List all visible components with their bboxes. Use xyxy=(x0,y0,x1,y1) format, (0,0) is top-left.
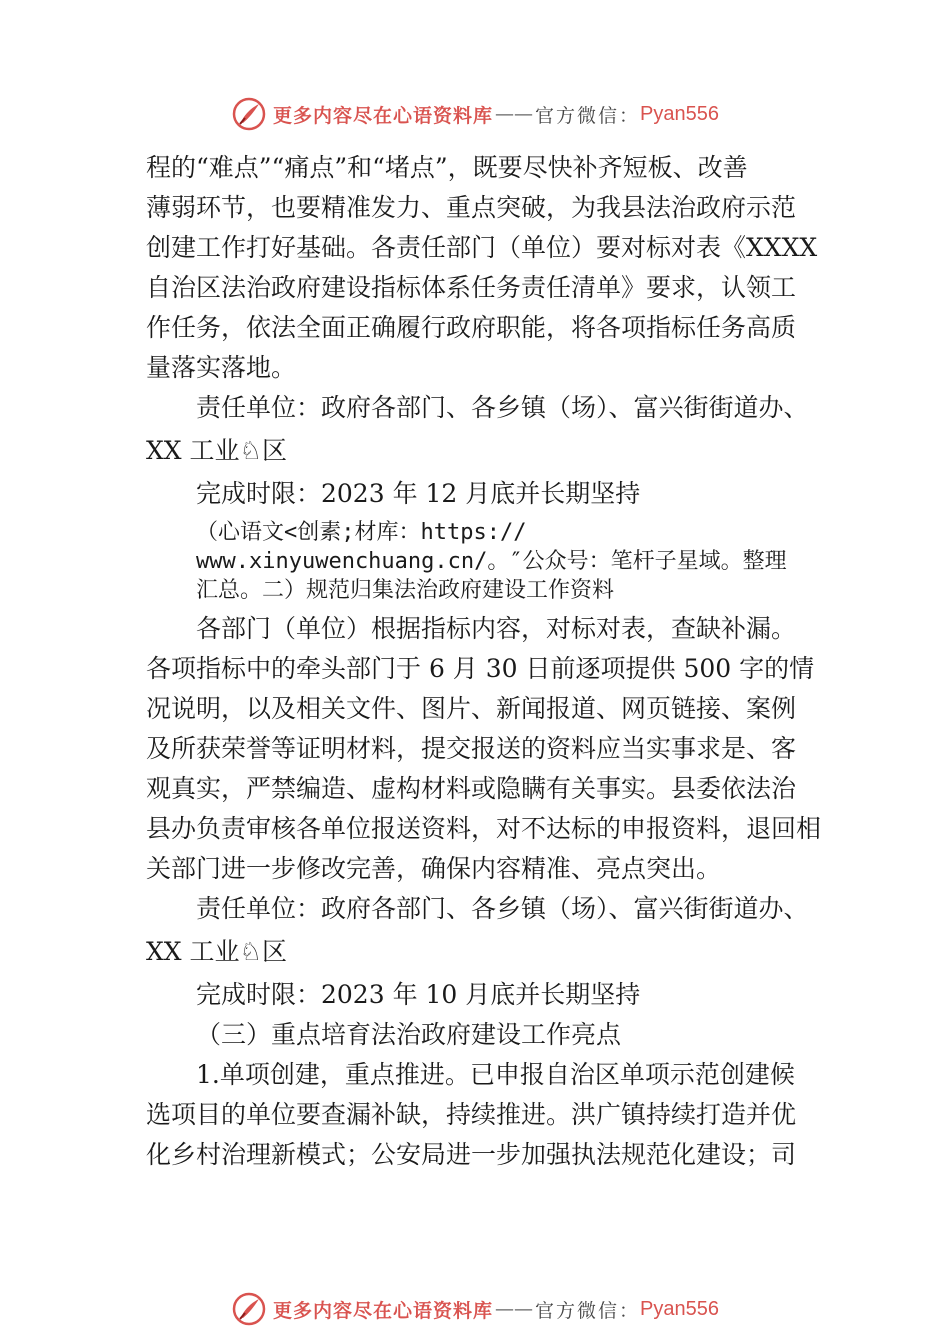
text-line: 量落实落地。 xyxy=(146,353,297,382)
source-line: （心语文<创素;材库：https:// xyxy=(196,520,527,545)
deadline-line: 完成时限：2023 年 10 月底并长期坚持 xyxy=(196,980,641,1009)
quill-logo-icon xyxy=(231,1291,267,1327)
text-line: 自治区法治政府建设指标体系任务责任清单》要求，认领工 xyxy=(146,273,797,302)
responsibility-line: XX 工业♘区 xyxy=(146,436,287,465)
footer-banner xyxy=(0,1289,950,1329)
text-line: 况说明，以及相关文件、图片、新闻报道、网页链接、案例 xyxy=(146,694,797,723)
text-line: 关部门进一步修改完善，确保内容精准、亮点突出。 xyxy=(146,854,722,883)
responsibility-line: 责任单位：政府各部门、各乡镇（场）、富兴街街道办、 xyxy=(196,894,809,923)
text-line: 创建工作打好基础。各责任部门（单位）要对标对表《XXXX xyxy=(146,233,818,262)
banner-account: Pyan556 xyxy=(640,102,719,125)
text-line: 选项目的单位要查漏补缺，持续推进。洪广镇持续打造并优 xyxy=(146,1100,797,1129)
banner-label: 官方微信： xyxy=(535,1299,641,1322)
section-heading: （三）重点培育法治政府建设工作亮点 xyxy=(196,1020,622,1049)
text-line: 各部门（单位）根据指标内容，对标对表，查缺补漏。 xyxy=(196,614,797,643)
text-line: 观真实，严禁编造、虚构材料或隐瞒有关事实。县委依法治 xyxy=(146,774,797,803)
banner-title: 更多内容尽在心语资料库 xyxy=(273,1299,494,1322)
banner-label: 官方微信： xyxy=(535,104,641,127)
quill-logo-icon xyxy=(231,96,267,132)
source-line: www.xinyuwenchuang.cn/。″公众号：笔杆子星域。整理 xyxy=(196,549,787,574)
text-line: 县办负责审核各单位报送资料，对不达标的申报资料，退回相 xyxy=(146,814,822,843)
responsibility-line: XX 工业♘区 xyxy=(146,937,287,966)
banner-separator: —— xyxy=(495,103,534,125)
banner-account: Pyan556 xyxy=(640,1297,719,1320)
text-line: 化乡村治理新模式；公安局进一步加强执法规范化建设；司 xyxy=(146,1140,797,1169)
text-line: 及所获荣誉等证明材料，提交报送的资料应当实事求是、客 xyxy=(146,734,797,763)
text-line: 作任务，依法全面正确履行政府职能，将各项指标任务高质 xyxy=(146,313,797,342)
header-banner xyxy=(0,94,950,134)
responsibility-line: 责任单位：政府各部门、各乡镇（场）、富兴街街道办、 xyxy=(196,393,809,422)
banner-title: 更多内容尽在心语资料库 xyxy=(273,104,494,127)
text-line: 1.单项创建，重点推进。已申报自治区单项示范创建候 xyxy=(196,1060,795,1089)
document-body xyxy=(146,148,826,1175)
text-line: 薄弱环节，也要精准发力、重点突破，为我县法治政府示范 xyxy=(146,193,797,222)
deadline-line: 完成时限：2023 年 12 月底并长期坚持 xyxy=(196,479,641,508)
banner-separator: —— xyxy=(495,1298,534,1320)
text-line: 程的“难点”“痛点”和“堵点”，既要尽快补齐短板、改善 xyxy=(146,153,748,182)
source-line: 汇总。二）规范归集法治政府建设工作资料 xyxy=(196,578,615,603)
text-line: 各项指标中的牵头部门于 6 月 30 日前逐项提供 500 字的情 xyxy=(146,654,815,683)
